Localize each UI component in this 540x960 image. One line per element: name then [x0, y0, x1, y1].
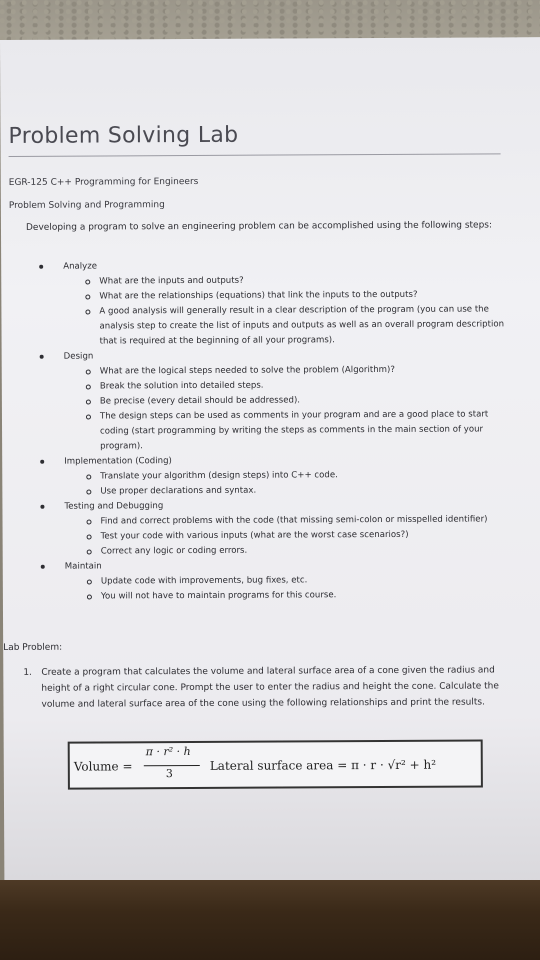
list-item-text: You will not have to maintain programs for this course.	[100, 590, 337, 602]
title-divider	[9, 153, 501, 157]
section-label: Analyze	[63, 261, 98, 272]
list-item-text: What are the relationships (equations) that link the inputs to the outputs?	[99, 289, 418, 302]
steps-outline	[39, 257, 511, 604]
circle-bullet-icon	[87, 595, 92, 600]
list-item-text: What are the inputs and outputs?	[99, 275, 244, 287]
circle-bullet-icon	[87, 550, 92, 555]
list-item-text: Translate your algorithm (design steps) into C++ code.	[100, 470, 338, 482]
volume-numerator: π · r² · h	[145, 745, 191, 759]
section-label: Maintain	[64, 561, 102, 572]
circle-bullet-icon	[86, 475, 91, 480]
circle-bullet-icon	[86, 400, 91, 405]
circle-bullet-icon	[86, 490, 91, 495]
section-label: Design	[63, 351, 94, 362]
section-label: Testing and Debugging	[64, 501, 164, 512]
list-item	[39, 302, 509, 349]
list-item-text: A good analysis will generally result in a clear description of the program (you can use the analysis step to create the list of inputs and outputs as well as an overall program description that is required at the beginning of all your programs).	[99, 304, 505, 347]
circle-bullet-icon	[85, 280, 90, 285]
page-title: Problem Solving Lab	[8, 122, 239, 149]
list-item-text: Break the solution into detailed steps.	[99, 380, 264, 392]
lateral-area-formula: Lateral surface area = π · r · √r² + h²	[209, 757, 437, 773]
problem-item	[23, 662, 503, 713]
list-item-text: The design steps can be used as comments in your program and are a good place to start coding (start programming by writing the steps as comments in the main section of your program).	[99, 409, 489, 452]
intro-paragraph: Developing a program to solve an engineering problem can be accomplished using the following steps:	[25, 220, 493, 233]
list-item-text: What are the logical steps needed to solve the problem (Algorithm)?	[99, 364, 395, 377]
circle-bullet-icon	[87, 535, 92, 540]
bullet-icon	[40, 460, 44, 464]
lab-problem-label: Lab Problem:	[3, 642, 63, 653]
list-item-text: Find and correct problems with the code (that missing semi-colon or misspelled identifier)	[100, 514, 488, 527]
bullet-icon	[41, 565, 45, 569]
circle-bullet-icon	[87, 580, 92, 585]
circle-bullet-icon	[86, 385, 91, 390]
list-item-text: Correct any logic or coding errors.	[100, 545, 248, 557]
circle-bullet-icon	[86, 370, 91, 375]
volume-label: Volume =	[73, 759, 133, 774]
section-label: Implementation (Coding)	[64, 456, 172, 467]
document-subtitle: Problem Solving and Programming	[8, 200, 165, 211]
bullet-icon	[39, 265, 43, 269]
list-item-text: Update code with improvements, bug fixes, etc.	[100, 575, 308, 587]
bullet-icon	[40, 355, 44, 359]
problem-text: Create a program that calculates the volume and lateral surface area of a cone given the radius and height of a right circular cone. Prompt the user to enter the radius and height the cone. Calculate the volume and lateral surface area of the cone using the following relationships and print the results.	[41, 665, 499, 710]
list-item-text: Test your code with various inputs (what are the worst case scenarios?)	[100, 529, 409, 542]
document-page	[0, 37, 540, 888]
list-item-text: Be precise (every detail should be addressed).	[99, 395, 301, 407]
circle-bullet-icon	[87, 520, 92, 525]
list-item	[41, 587, 511, 604]
volume-denominator: 3	[165, 767, 173, 781]
list-item-text: Use proper declarations and syntax.	[100, 485, 257, 497]
problem-number: 1.	[23, 667, 32, 678]
circle-bullet-icon	[86, 415, 91, 420]
bullet-icon	[40, 505, 44, 509]
fraction-bar	[144, 765, 200, 766]
circle-bullet-icon	[85, 310, 90, 315]
table-surface	[0, 880, 540, 960]
course-title: EGR-125 C++ Programming for Engineers	[8, 176, 199, 188]
list-item	[40, 407, 510, 454]
circle-bullet-icon	[85, 295, 90, 300]
formula-box	[68, 739, 483, 789]
